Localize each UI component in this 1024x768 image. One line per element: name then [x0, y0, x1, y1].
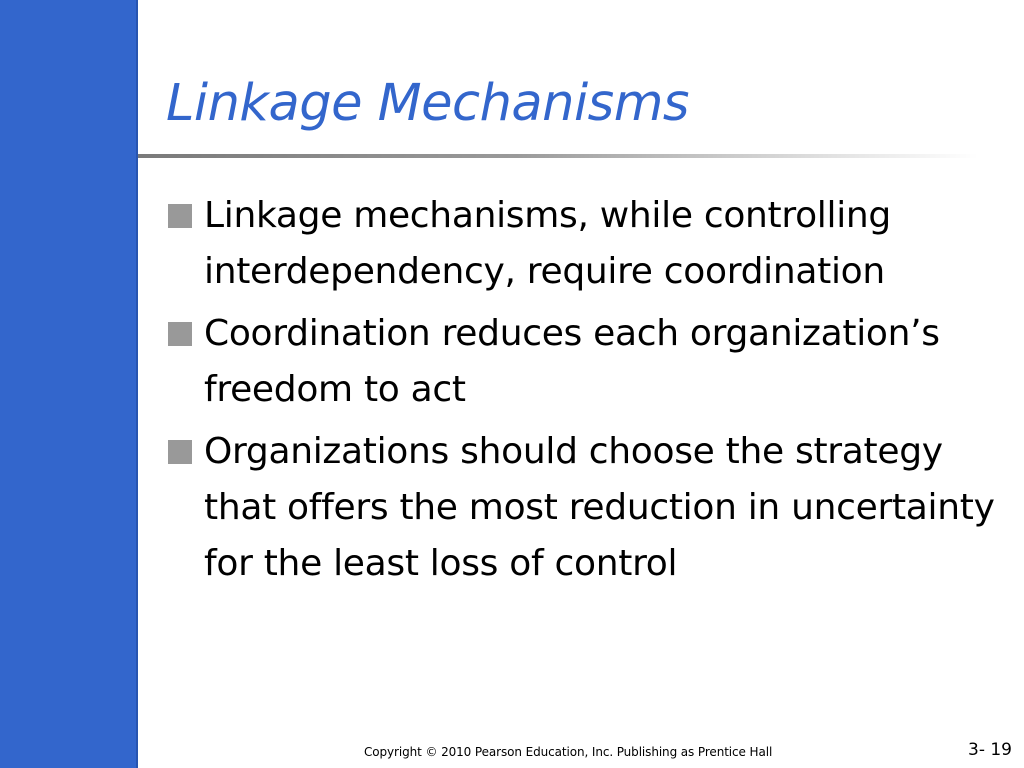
square-bullet-icon — [168, 322, 192, 346]
square-bullet-icon — [168, 440, 192, 464]
bullet-text: Organizations should choose the strategy that offers the most reduction in uncertainty for the least loss of control — [204, 431, 995, 584]
slide-title: Linkage Mechanisms — [166, 74, 689, 133]
footer-copyright: Copyright © 2010 Pearson Education, Inc. Publishing as Prentice Hall — [364, 745, 773, 759]
bullet-text: Coordination reduces each organization’s freedom to act — [204, 313, 940, 410]
bullet-item — [168, 306, 998, 418]
bullet-item — [168, 424, 998, 592]
title-underline — [138, 154, 978, 158]
side-accent-bar — [0, 0, 138, 768]
square-bullet-icon — [168, 204, 192, 228]
bullet-text: Linkage mechanisms, while controlling interdependency, require coordination — [204, 195, 891, 292]
slide-number: 3- 19 — [968, 740, 1012, 760]
bullet-list — [168, 188, 998, 598]
bullet-item — [168, 188, 998, 300]
